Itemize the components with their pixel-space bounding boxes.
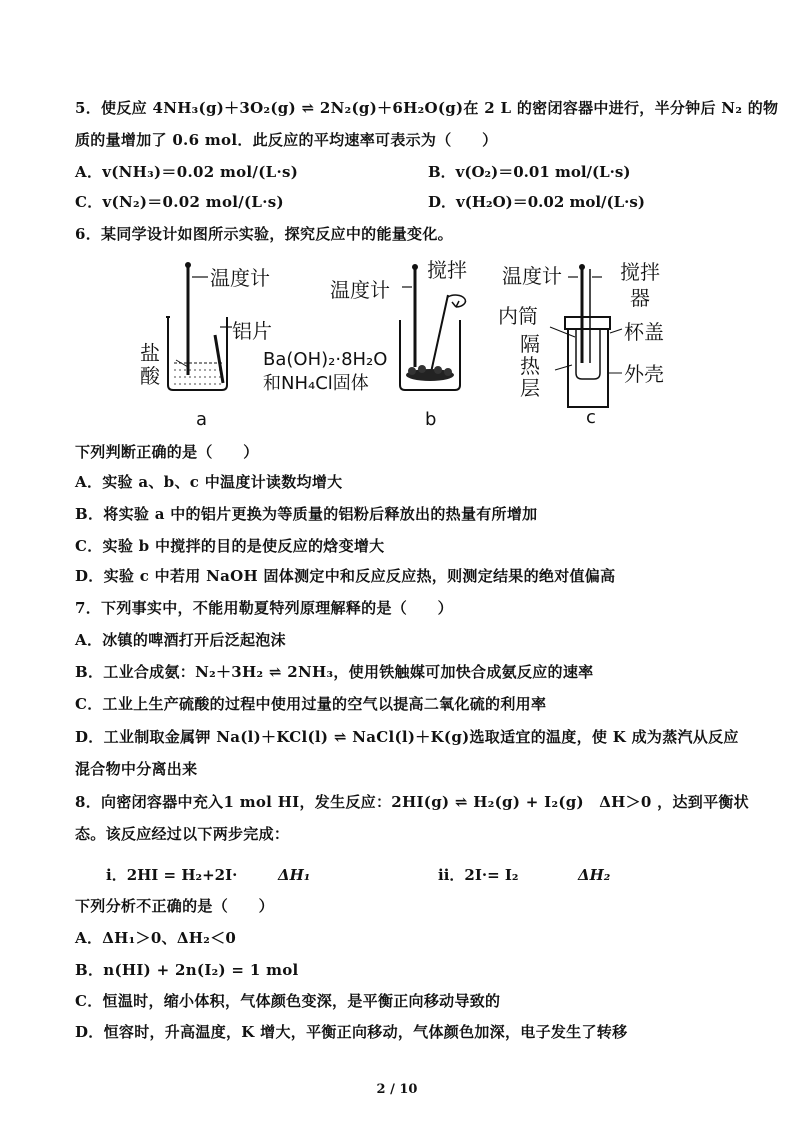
q7-option-b: B．工业合成氨：N₂＋3H₂ ⇌ 2NH₃，使用铁触媒可加快合成氨反应的速率: [75, 663, 594, 681]
label-c-shell: 外壳: [624, 362, 664, 386]
q8-option-a: A．ΔH₁＞0、ΔH₂＜0: [75, 929, 237, 947]
q8-ask: 下列分析不正确的是（ ）: [75, 897, 274, 915]
q5-stem-line1: 5．使反应 4NH₃(g)＋3O₂(g) ⇌ 2N₂(g)＋6H₂O(g)在 2 L 的密闭容器中进行，半分钟后 N₂ 的物: [75, 99, 779, 117]
q5-option-d: D．v(H₂O)＝0.02 mol/(L·s): [428, 193, 645, 211]
label-b-thermometer: 温度计: [330, 278, 390, 302]
label-c-inner: 内筒: [498, 304, 538, 328]
caption-c: c: [586, 407, 596, 428]
label-b-stir: 搅拌: [427, 258, 467, 282]
q8-option-b: B．n(HI) + 2n(I₂) = 1 mol: [75, 961, 299, 979]
q7-option-d-line1: D．工业制取金属钾 Na(l)＋KCl(l) ⇌ NaCl(l)＋K(g)选取适宜的温度，使 K 成为蒸汽从反应: [75, 728, 739, 746]
q8-stem-line2: 态。该反应经过以下两步完成：: [75, 825, 290, 843]
q7-stem: 7．下列事实中，不能用勒夏特列原理解释的是（ ）: [75, 599, 453, 617]
stir-rod-icon: [430, 295, 448, 377]
q7-option-d-line2: 混合物中分离出来: [75, 760, 198, 778]
q5-stem-line2: 质的量增加了 0.6 mol．此反应的平均速率可表示为（ ）: [75, 131, 498, 149]
q7-option-a: A．冰镇的啤酒打开后泛起泡沫: [75, 631, 286, 649]
q8-step-i: ⅰ．2HI = H₂+2I·: [106, 866, 238, 884]
lid-c-icon: [565, 317, 610, 329]
q6-option-b: B．将实验 a 中的铝片更换为等质量的铝粉后释放出的热量有所增加: [75, 505, 538, 523]
outer-shell-icon: [568, 329, 608, 407]
label-c-insulation-1: 隔: [520, 332, 540, 356]
q8-option-d: D．恒容时，升高温度，K 增大，平衡正向移动，气体颜色加深，电子发生了转移: [75, 1023, 628, 1041]
label-c-insulation-3: 层: [520, 376, 540, 400]
q5-option-c: C．v(N₂)＝0.02 mol/(L·s): [75, 193, 284, 211]
label-a-foil: 铝片: [232, 319, 272, 343]
label-b-reagent-1: Ba(OH)₂·8H₂O: [263, 349, 388, 370]
label-c-stirrer-2: 器: [630, 286, 650, 310]
label-a-acid-1: 盐: [140, 341, 160, 365]
q6-experiment-figure: [130, 255, 690, 435]
q8-step-i-dh: ΔH₁: [278, 866, 311, 884]
q8-stem-line1: 8．向密闭容器中充入1 mol HI，发生反应：2HI(g) ⇌ H₂(g) + I₂(g) ΔH＞0 ，达到平衡状: [75, 793, 749, 811]
q6-stem: 6．某同学设计如图所示实验，探究反应中的能量变化。: [75, 225, 453, 243]
apparatus-b: [400, 264, 465, 390]
q6-ask: 下列判断正确的是（ ）: [75, 443, 259, 461]
q8-step-ii-dh: ΔH₂: [578, 866, 611, 884]
caption-a: a: [196, 409, 208, 430]
label-a-thermometer: 温度计: [210, 266, 270, 290]
inner-cup-icon: [576, 329, 600, 379]
caption-b: b: [425, 409, 437, 430]
label-c-lid: 杯盖: [624, 320, 664, 344]
q8-option-c: C．恒温时，缩小体积，气体颜色变深，是平衡正向移动导致的: [75, 992, 501, 1010]
q6-option-d: D．实验 c 中若用 NaOH 固体测定中和反应反应热，则测定结果的绝对值偏高: [75, 567, 616, 585]
q6-option-c: C．实验 b 中搅拌的目的是使反应的焓变增大: [75, 537, 385, 555]
aluminum-foil-icon: [215, 335, 223, 383]
q8-step-ii: ⅱ．2I·= I₂: [438, 866, 519, 884]
label-c-thermometer: 温度计: [502, 264, 562, 288]
q5-option-b: B．v(O₂)＝0.01 mol/(L·s): [428, 163, 631, 181]
label-c-insulation-2: 热: [520, 354, 540, 378]
page-number: 2 / 10: [376, 1082, 418, 1097]
label-b-reagent-2: 和NH₄Cl固体: [263, 373, 369, 394]
label-a-acid-2: 酸: [140, 364, 160, 388]
q6-option-a: A．实验 a、b、c 中温度计读数均增大: [75, 473, 343, 491]
q7-option-c: C．工业上生产硫酸的过程中使用过量的空气以提高二氧化硫的利用率: [75, 695, 547, 713]
label-c-stirrer-1: 搅拌: [620, 260, 660, 284]
q5-option-a: A．v(NH₃)＝0.02 mol/(L·s): [75, 163, 299, 181]
